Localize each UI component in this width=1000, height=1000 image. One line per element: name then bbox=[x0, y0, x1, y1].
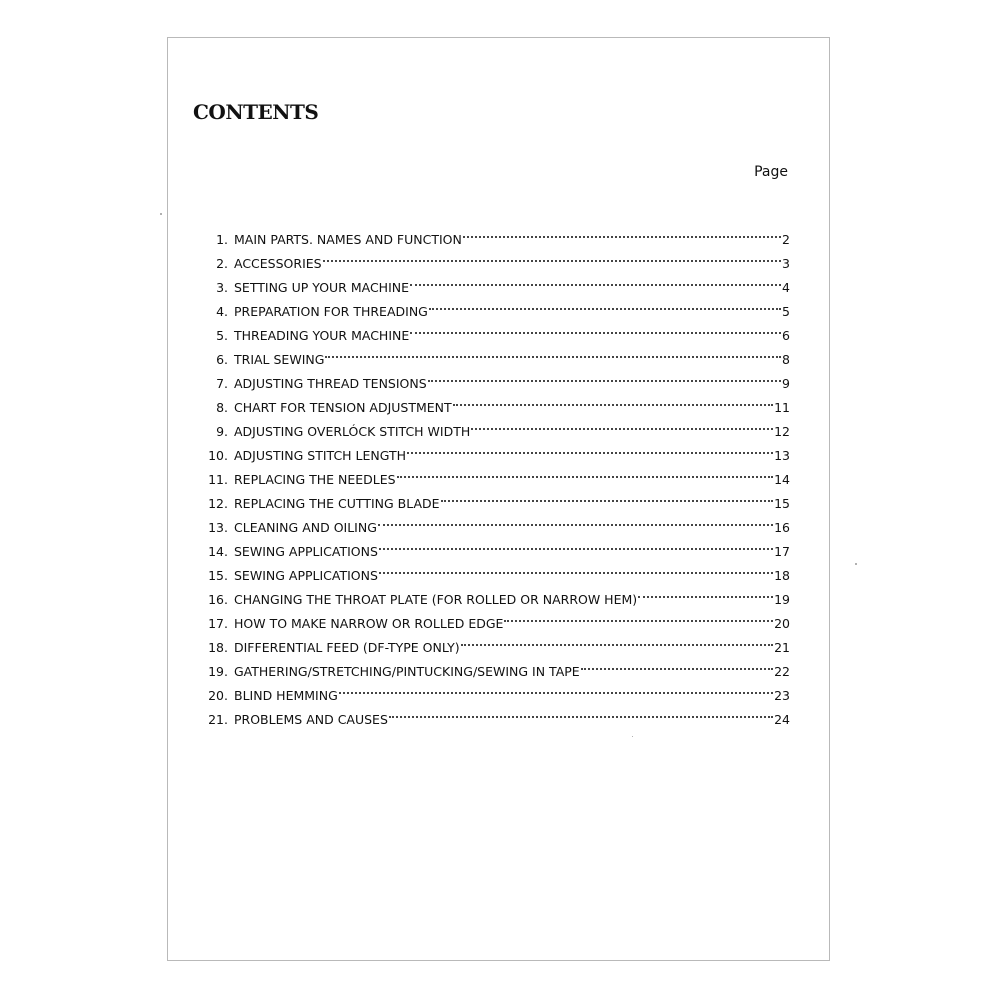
toc-entry-title: CHANGING THE THROAT PLATE (FOR ROLLED OR NARROW HEM) bbox=[234, 592, 638, 607]
dot-leader bbox=[323, 244, 781, 268]
toc-entry-page: 17 bbox=[774, 544, 790, 559]
toc-entry-number: 2. bbox=[216, 256, 228, 271]
toc-entry-title: ADJUSTING THREAD TENSIONS bbox=[234, 376, 427, 391]
dot-leader bbox=[339, 676, 773, 700]
toc-entry-title: SETTING UP YOUR MACHINE bbox=[234, 280, 410, 295]
toc-entry-title: HOW TO MAKE NARROW OR ROLLED EDGE bbox=[234, 616, 504, 631]
dot-leader bbox=[581, 652, 773, 676]
dot-leader bbox=[407, 436, 773, 460]
toc-entry-title: CLEANING AND OILING bbox=[234, 520, 377, 535]
toc-entry-number: 18. bbox=[208, 640, 228, 655]
toc-entry-number: 11. bbox=[208, 472, 228, 487]
toc-entry-title: BLIND HEMMING bbox=[234, 688, 338, 703]
toc-entry-page: 4 bbox=[782, 280, 790, 295]
dot-leader bbox=[325, 340, 781, 364]
toc-entry-number: 19. bbox=[208, 664, 228, 679]
toc-entry-page: 6 bbox=[782, 328, 790, 343]
toc-entry-page: 18 bbox=[774, 568, 790, 583]
table-of-contents bbox=[198, 220, 790, 727]
toc-entry-page: 22 bbox=[774, 664, 790, 679]
scan-speck bbox=[160, 213, 162, 215]
toc-entry-title: SEWING APPLICATIONS bbox=[234, 544, 378, 559]
toc-entry-number: 5. bbox=[216, 328, 228, 343]
toc-entry-page: 14 bbox=[774, 472, 790, 487]
toc-entry-title: REPLACING THE NEEDLES bbox=[234, 472, 396, 487]
scan-speck bbox=[632, 736, 633, 737]
dot-leader bbox=[410, 316, 781, 340]
toc-entry-page: 13 bbox=[774, 448, 790, 463]
toc-entry-title: REPLACING THE CUTTING BLADE bbox=[234, 496, 440, 511]
dot-leader bbox=[463, 220, 781, 244]
toc-entry-title: CHART FOR TENSION ADJUSTMENT bbox=[234, 400, 452, 415]
toc-entry-page: 20 bbox=[774, 616, 790, 631]
toc-entry-page: 3 bbox=[782, 256, 790, 271]
toc-entry-title: ACCESSORIES bbox=[234, 256, 322, 271]
toc-entry-number: 10. bbox=[208, 448, 228, 463]
toc-entry-number: 20. bbox=[208, 688, 228, 703]
toc-entry-number: 15. bbox=[208, 568, 228, 583]
page-column-label: Page bbox=[754, 164, 788, 180]
toc-entry-page: 11 bbox=[774, 400, 790, 415]
dot-leader bbox=[428, 364, 781, 388]
toc-entry-number: 12. bbox=[208, 496, 228, 511]
dot-leader bbox=[461, 628, 773, 652]
dot-leader bbox=[378, 508, 773, 532]
toc-entry-number: 13. bbox=[208, 520, 228, 535]
contents-title: CONTENTS bbox=[193, 100, 319, 124]
dot-leader bbox=[429, 292, 781, 316]
toc-entry-title: TRIAL SEWING bbox=[234, 352, 325, 367]
toc-entry bbox=[198, 220, 790, 247]
dot-leader bbox=[504, 604, 773, 628]
toc-entry-title: DIFFERENTIAL FEED (DF-TYPE ONLY) bbox=[234, 640, 460, 655]
toc-entry-page: 8 bbox=[782, 352, 790, 367]
document-page bbox=[167, 37, 830, 961]
dot-leader bbox=[397, 460, 773, 484]
toc-entry-page: 23 bbox=[774, 688, 790, 703]
dot-leader bbox=[441, 484, 774, 508]
toc-entry-title: GATHERING/STRETCHING/PINTUCKING/SEWING IN TAPE bbox=[234, 664, 580, 679]
toc-entry-number: 1. bbox=[216, 232, 228, 247]
toc-entry-page: 9 bbox=[782, 376, 790, 391]
dot-leader bbox=[471, 412, 773, 436]
toc-entry-page: 5 bbox=[782, 304, 790, 319]
toc-entry-title: ADJUSTING OVERLÓCK STITCH WIDTH bbox=[234, 424, 471, 439]
toc-entry-number: 16. bbox=[208, 592, 228, 607]
toc-entry-page: 2 bbox=[782, 232, 790, 247]
toc-entry-number: 4. bbox=[216, 304, 228, 319]
toc-entry-title: SEWING APPLICATIONS bbox=[234, 568, 378, 583]
toc-entry-title: MAIN PARTS. NAMES AND FUNCTION bbox=[234, 232, 462, 247]
toc-entry-title: PREPARATION FOR THREADING bbox=[234, 304, 428, 319]
toc-entry-number: 8. bbox=[216, 400, 228, 415]
toc-entry-number: 6. bbox=[216, 352, 228, 367]
dot-leader bbox=[410, 268, 781, 292]
dot-leader bbox=[453, 388, 773, 412]
dot-leader bbox=[638, 580, 773, 604]
dot-leader bbox=[379, 556, 773, 580]
toc-entry-title: THREADING YOUR MACHINE bbox=[234, 328, 410, 343]
toc-entry-title: ADJUSTING STITCH LENGTH bbox=[234, 448, 407, 463]
toc-entry-number: 9. bbox=[216, 424, 228, 439]
dot-leader bbox=[379, 532, 773, 556]
dot-leader bbox=[389, 700, 773, 724]
toc-entry-number: 17. bbox=[208, 616, 228, 631]
toc-entry-page: 12 bbox=[774, 424, 790, 439]
toc-entry-page: 19 bbox=[774, 592, 790, 607]
toc-entry-number: 3. bbox=[216, 280, 228, 295]
scan-speck bbox=[855, 563, 857, 565]
toc-entry-number: 14. bbox=[208, 544, 228, 559]
toc-entry-page: 15 bbox=[774, 496, 790, 511]
toc-entry-title: PROBLEMS AND CAUSES bbox=[234, 712, 388, 727]
toc-entry-number: 7. bbox=[216, 376, 228, 391]
toc-entry-page: 24 bbox=[774, 712, 790, 727]
toc-entry-number: 21. bbox=[208, 712, 228, 727]
toc-entry-page: 16 bbox=[774, 520, 790, 535]
toc-entry-page: 21 bbox=[774, 640, 790, 655]
